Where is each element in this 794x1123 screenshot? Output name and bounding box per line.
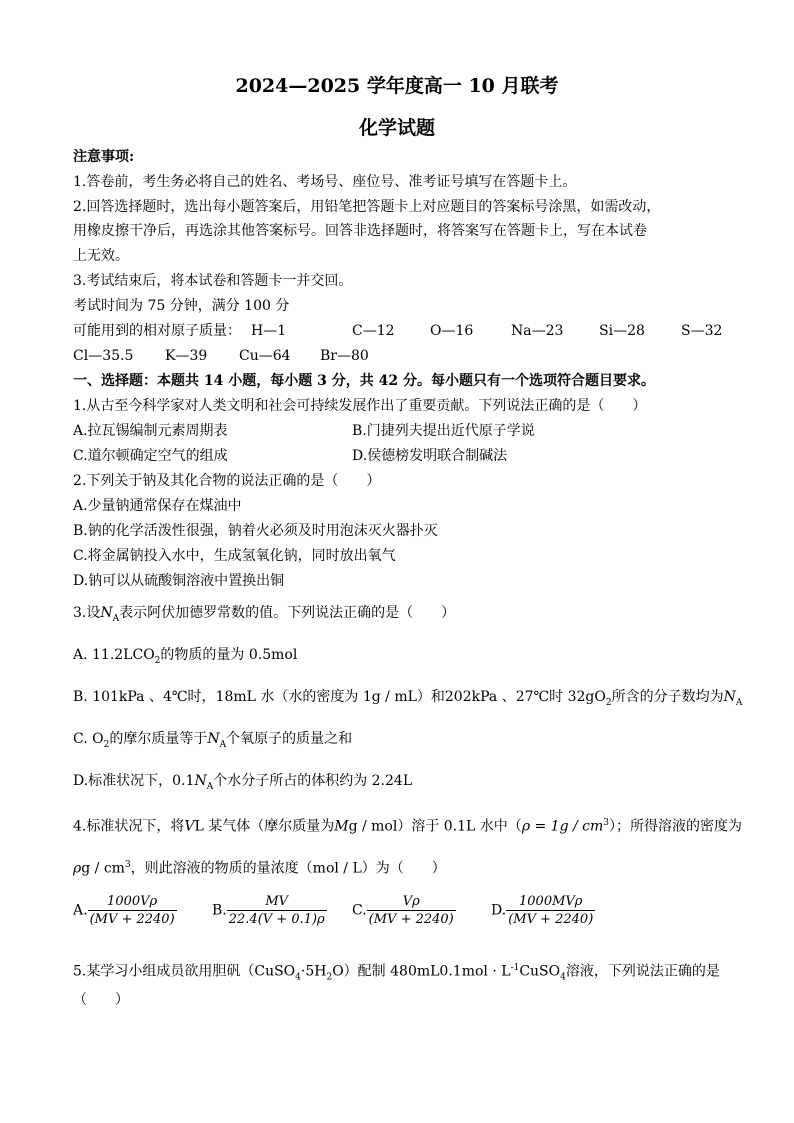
q5-stem-line2: （ ）: [73, 992, 129, 1008]
mass-cu: Cu—64: [239, 348, 291, 364]
note-line-3: 用橡皮擦干净后，再选涂其他答案标号。回答非选择题时，将答案写在答题卡上，写在本试卷: [73, 223, 647, 239]
mass-s: S—32: [681, 323, 723, 339]
q2-option-c: C.将金属钠投入水中，生成氢氧化钠，同时放出氧气: [73, 548, 396, 564]
mass-br: Br—80: [320, 348, 369, 364]
mass-k: K—39: [165, 348, 208, 364]
q1-option-d: D.侯德榜发明联合制碱法: [352, 448, 508, 464]
q1-option-a: A.拉瓦锡编制元素周期表: [73, 423, 228, 439]
note-line-1: 1.答卷前，考生务必将自己的姓名、考场号、座位号、准考证号填写在答题卡上。: [73, 174, 577, 190]
q4-option-d: D. $\frac{\text{1000MVρ}}{(MV + 2240)}$: [491, 894, 594, 927]
mass-cl: Cl—35.5: [73, 348, 134, 364]
q3-option-c: C. $O_2$的摩尔质量等于$N_A$个氧原子的质量之和: [73, 731, 353, 750]
q4-option-c: C. $\frac{V\rho}{(MV + 2240)}$: [352, 894, 454, 927]
q4-stem-line2: ρg / $cm^3$，则此溶液的物质的量浓度（mol / L）为（ ）: [73, 860, 446, 877]
atomic-mass-label: 可能用到的相对原子质量：: [73, 323, 241, 339]
mass-c: C—12: [352, 323, 395, 339]
note-line-5: 3.考试结束后，将本试卷和答题卡一并交回。: [73, 273, 353, 289]
q2-option-b: B.钠的化学活泼性很强，钠着火必须及时用泡沫灭火器扑灭: [73, 523, 438, 539]
q5-stem-line1: 5.某学习小组成员欲用胆矾$(CuSO_4\cdot 5H_2O)$配制 $480mL0.1mol \cdot L^{-1}CuSO_4$溶液，下列说法正确的是: [73, 963, 720, 983]
q1-stem: 1.从古至今科学家对人类文明和社会可持续发展作出了重要贡献。下列说法正确的是（ ）: [73, 398, 647, 414]
exam-title: 2024—2025 学年度高一 10 月联考: [235, 75, 559, 97]
q3-option-a: A. $11.2LCO_2$的物质的量为 0.5mol: [73, 647, 298, 666]
mass-o: O—16: [430, 323, 474, 339]
q2-stem: 2.下列关于钠及其化合物的说法正确的是（ ）: [73, 473, 381, 489]
q3-option-d: D.标准状况下，$0.1N_A$个水分子所占的体积约为 2.24L: [73, 773, 413, 792]
q1-option-b: B.门捷列夫提出近代原子学说: [352, 423, 535, 439]
q4-option-a: A. $\frac{1000V\rho}{(MV + 2240)}$: [73, 894, 175, 927]
q3-stem: 3.设$N_A$表示阿伏加德罗常数的值。下列说法正确的是（ ）: [73, 605, 456, 624]
note-line-2: 2.回答选择题时，选出每小题答案后，用铅笔把答题卡上对应题目的答案标号涂黑，如需改动，: [73, 199, 661, 215]
mass-h: H—1: [251, 323, 287, 339]
q2-option-d: D.钠可以从硫酸铜溶液中置换出铜: [73, 573, 285, 589]
notes-heading: 注意事项:: [73, 149, 135, 165]
exam-time: 考试时间为 75 分钟，满分 100 分: [73, 298, 290, 314]
q3-option-b: B. 101kPa 、4℃时，18mL 水（水的密度为 1g / mL）和202kPa 、27℃时 $32gO_2$所含的分子数均为$N_A$: [73, 689, 743, 708]
mass-na: Na—23: [511, 323, 564, 339]
mass-si: Si—28: [599, 323, 645, 339]
q2-option-a: A.少量钠通常保存在煤油中: [73, 498, 242, 514]
section-heading: 一、选择题：本题共 14 小题，每小题 3 分，共 42 分。每小题只有一个选项符合题目要求。: [73, 373, 655, 389]
note-line-4: 上无效。: [73, 248, 129, 264]
q4-option-b: B. $\frac{MV}{22.4(V + 0.1)\rho}$: [212, 894, 325, 927]
q4-stem-line1: 4.标准状况下，将VL 某气体（摩尔质量为Mg / mol）溶于 0.1L 水中$(\rho = 1g / cm^3)$；所得溶液的密度为: [73, 818, 743, 835]
q1-option-c: C.道尔顿确定空气的组成: [73, 448, 228, 464]
exam-subject: 化学试题: [358, 117, 435, 139]
